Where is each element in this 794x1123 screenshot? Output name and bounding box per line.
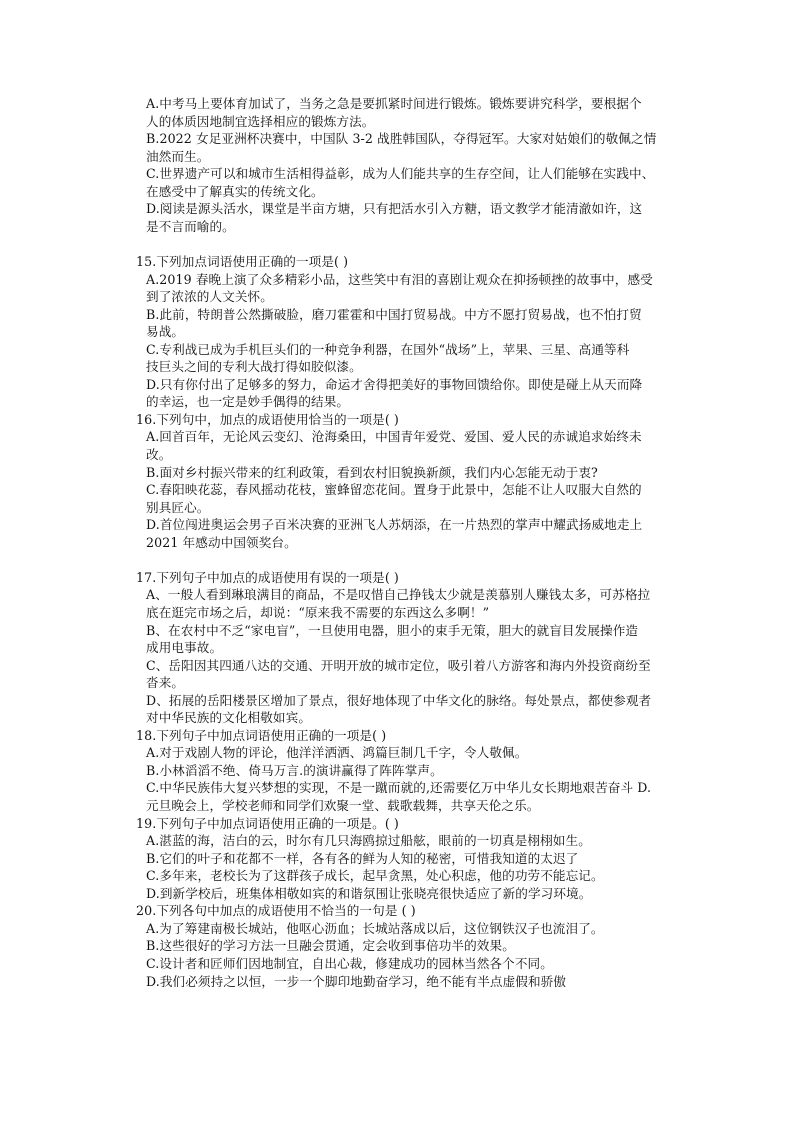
option-line: C.多年来，老校长为了这群孩子成长，起早贪黑，处心积虑，他的功劳不能忘记。	[146, 868, 604, 884]
option-line: D.只有你付出了足够多的努力，命运才舍得把美好的事物回馈给你。即使是碰上从天而降	[146, 376, 643, 392]
option-line: A、一般人看到琳琅满目的商品，不是叹惜自己挣钱太少就是羡慕别人赚钱太多，可苏格拉	[146, 587, 651, 603]
option-line: B.2022 女足亚洲杯决赛中，中国队 3-2 战胜韩国队，夺得冠军。大家对姑娘们的敬佩之情	[146, 131, 657, 147]
question-heading: 16.下列句中，加点的成语使用恰当的一项是( )	[136, 411, 399, 427]
option-line: 是不言而喻的。	[146, 218, 235, 234]
option-line: 技巨头之间的专利大战打得如胶似漆。	[146, 359, 362, 375]
option-line: C.专利战已成为手机巨头们的一种竞争利器，在国外“战场”上，苹果、三星、高通等科	[146, 341, 630, 357]
option-line: C.设计者和匠师们因地制宜，自出心裁，修建成功的园林当然各个不同。	[146, 955, 553, 971]
option-line: 改。	[146, 447, 172, 462]
option-line: B.小林滔滔不绝、倚马万言.的演讲赢得了阵阵掌声。	[146, 762, 443, 778]
option-line: 油然而生。	[146, 148, 210, 164]
option-line: 底在逛完市场之后，却说：“原来我不需要的东西这么多啊！”	[146, 604, 490, 620]
option-line: D.我们必须持之以恒，一步一个脚印地勤奋学习，绝不能有半点虚假和骄傲	[146, 973, 567, 989]
option-line: D.阅读是源头活水，课堂是半亩方塘，只有把活水引入方糖，语文教学才能清澈如许，这	[146, 201, 643, 217]
option-line: A.中考马上要体育加试了，当务之急是要抓紧时间进行锻炼。锻炼要讲究科学，要根据个	[146, 96, 642, 111]
option-line: 元旦晚会上，学校老师和同学们欢聚一堂、载歌载舞，共享天伦之乐。	[146, 798, 540, 813]
option-line: B.它们的叶子和花都不一样，各有各的鲜为人知的秘密，可惜我知道的太迟了	[146, 850, 579, 866]
option-line: C、岳阳因其四通八达的交通、开明开放的城市定位，吸引着八方游客和海内外投资商纷至	[146, 657, 651, 673]
option-line: B、在农村中不乏“家电盲”，一旦使用电器，胆小的束手无策，胆大的就盲目发展操作造	[146, 622, 639, 638]
option-line: A.为了筹建南极长城站，他呕心沥血；长城站落成以后，这位钢铁汉子也流泪了。	[146, 920, 604, 936]
option-line: 对中华民族的文化相敬如宾。	[146, 710, 312, 726]
option-line: D、拓展的岳阳楼景区增加了景点，很好地体现了中华文化的脉络。每处景点，都使参观者	[146, 692, 652, 708]
option-line: 沓来。	[146, 675, 185, 691]
option-line: B.面对乡村振兴带来的红利政策，看到农村旧貌换新颜，我们内心怎能无动于衷?	[146, 464, 598, 480]
option-line: 成用电事故。	[146, 640, 223, 656]
option-line: A.2019 春晚上演了众多精彩小品，这些笑中有泪的喜剧让观众在抑扬顿挫的故事中，感受	[146, 271, 653, 287]
option-line: 到了浓浓的人文关怀。	[146, 289, 273, 305]
question-heading: 18.下列句子中加点词语使用正确的一项是( )	[136, 727, 387, 743]
option-line: D.首位闯进奥运会男子百米决赛的亚洲飞人苏炳添，在一片热烈的掌声中耀武扬威地走上	[146, 517, 643, 533]
option-line: 2021 年感动中国领奖台。	[146, 534, 297, 550]
question-heading: 15.下列加点词语使用正确的一项是( )	[136, 253, 349, 269]
option-line: 在感受中了解真实的传统文化。	[146, 183, 324, 199]
option-line: C.世界遗产可以和城市生活相得益彰，成为人们能共享的生存空间，让人们能够在实践中、	[146, 166, 655, 182]
option-line: B.此前，特朗普公然撕破脸，磨刀霍霍和中国打贸易战。中方不愿打贸易战，也不怕打贸	[146, 306, 642, 322]
option-line: 别具匠心。	[146, 499, 210, 515]
question-heading: 19.下列句子中加点词语使用正确的一项是。( )	[136, 815, 399, 831]
option-line: C.春阳映花蕊，春风摇动花枝，蜜蜂留恋花间。置身于此景中，怎能不让人叹服大自然的	[146, 482, 642, 498]
question-heading: 20.下列各句中加点的成语使用不恰当的一句是 ( )	[136, 903, 416, 919]
option-line: C.中华民族伟大复兴梦想的实现，不是一蹴而就的,还需要亿万中华儿女长期地艰苦奋斗 D.	[146, 780, 652, 796]
question-heading: 17.下列句子中加点的成语使用有误的一项是( )	[136, 569, 399, 585]
option-line: B.这些很好的学习方法一旦融会贯通，定会收到事倍功半的效果。	[146, 938, 515, 954]
option-line: A.回首百年，无论风云变幻、沧海桑田，中国青年爱党、爱国、爱人民的赤诚追求始终未	[146, 429, 642, 445]
option-line: A.对于戏剧人物的评论，他洋洋洒洒、鸿篇巨制几千字，令人敬佩。	[146, 745, 528, 761]
option-line: A.湛蓝的海，洁白的云，时尔有几只海鸥掠过船舷，眼前的一切真是栩栩如生。	[146, 833, 591, 849]
option-line: 的幸运，也一定是妙手偶得的结果。	[146, 394, 350, 410]
option-line: 易战。	[146, 324, 185, 340]
option-line: D.到新学校后，班集体相敬如宾的和谐氛围让张晓亮很快适应了新的学习环境。	[146, 885, 592, 901]
option-line: 人的体质因地制宜选择相应的锻炼方法。	[146, 113, 375, 129]
